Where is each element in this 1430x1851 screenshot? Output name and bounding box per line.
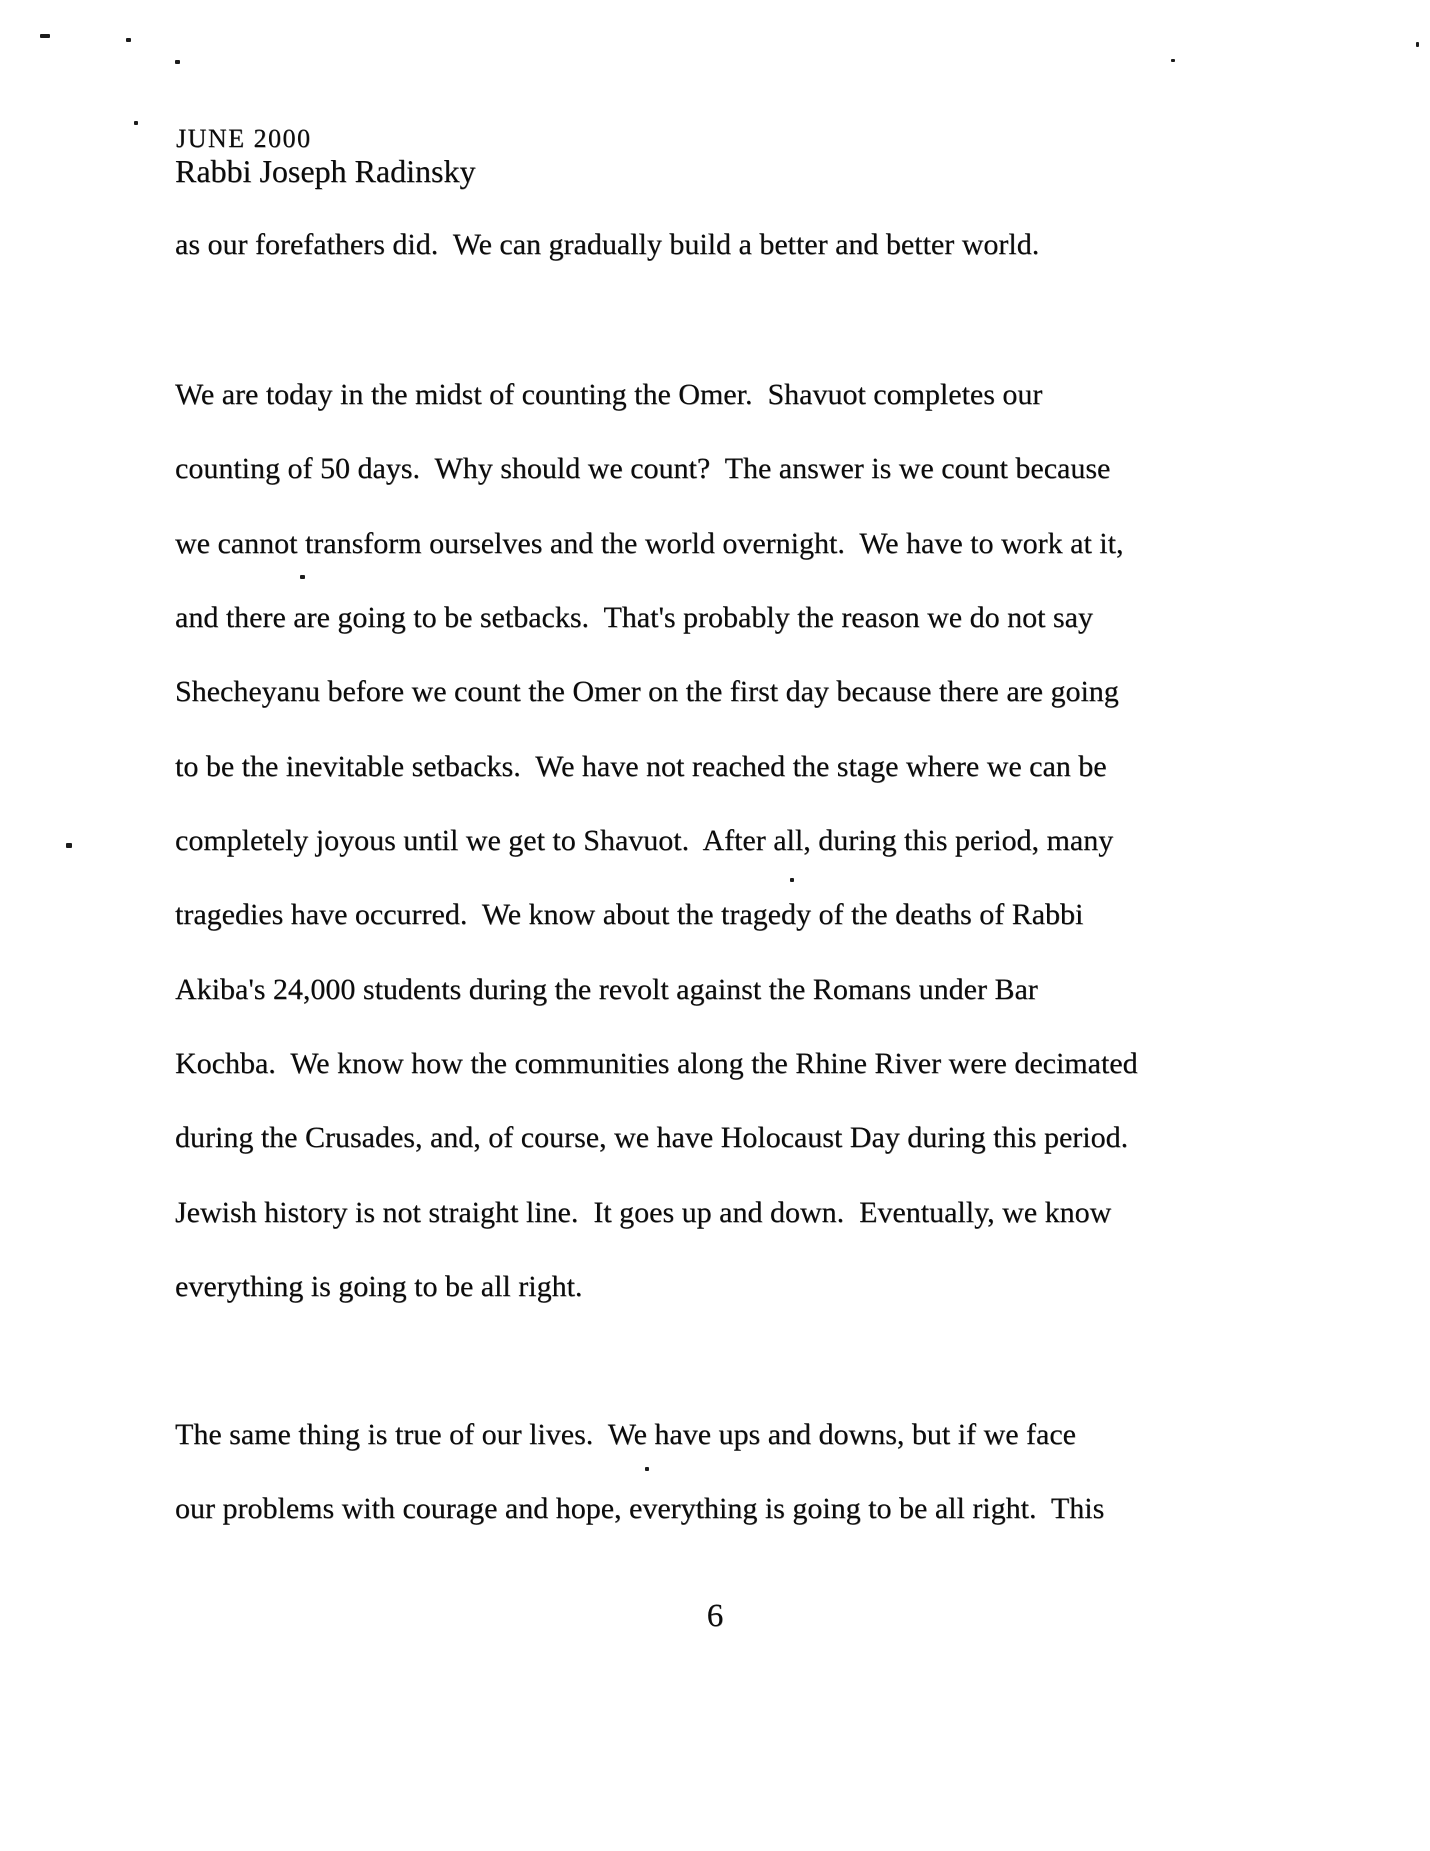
page-number: 6 bbox=[706, 1598, 724, 1634]
text-line: during the Crusades, and, of course, we have Holocaust Day during this period. bbox=[175, 1121, 1129, 1155]
text-line: to be the inevitable setbacks. We have not reached the stage where we can be bbox=[175, 749, 1107, 783]
paragraph-counting-the-omer bbox=[175, 377, 1138, 1343]
scan-speck bbox=[134, 121, 138, 125]
text-line: counting of 50 days. Why should we count? The answer is we count because bbox=[175, 452, 1111, 486]
text-line: Kochba. We know how the communities along the Rhine River were decimated bbox=[175, 1046, 1138, 1080]
text-line: Jewish history is not straight line. It goes up and down. Eventually, we know bbox=[175, 1195, 1112, 1229]
text-line: our problems with courage and hope, everything is going to be all right. This bbox=[175, 1492, 1105, 1526]
text-line: we cannot transform ourselves and the world overnight. We have to work at it, bbox=[175, 526, 1124, 560]
scan-speck bbox=[1171, 59, 1175, 62]
intro-paragraph-fragment bbox=[175, 227, 1039, 301]
header-author-line: Rabbi Joseph Radinsky bbox=[175, 153, 476, 189]
text-line: We are today in the midst of counting the Omer. Shavuot completes our bbox=[175, 378, 1043, 411]
header-date-line: JUNE 2000 bbox=[176, 124, 312, 153]
text-line: tragedies have occurred. We know about the tragedy of the deaths of Rabbi bbox=[175, 898, 1084, 932]
text-line: Akiba's 24,000 students during the revolt against the Romans under Bar bbox=[175, 972, 1038, 1006]
scan-speck bbox=[175, 60, 180, 64]
scan-speck bbox=[66, 843, 72, 848]
scan-speck bbox=[126, 38, 131, 42]
text-line: The same thing is true of our lives. We have ups and downs, but if we face bbox=[175, 1418, 1076, 1451]
scan-speck bbox=[1416, 42, 1419, 47]
text-line: and there are going to be setbacks. That's probably the reason we do not say bbox=[175, 600, 1093, 634]
paragraph-same-thing-in-our-lives bbox=[175, 1417, 1104, 1566]
text-line: Shecheyanu before we count the Omer on the first day because there are going bbox=[175, 675, 1119, 709]
text-line: completely joyous until we get to Shavuot. After all, during this period, many bbox=[175, 823, 1114, 857]
scan-speck bbox=[40, 34, 50, 38]
text-line: everything is going to be all right. bbox=[175, 1269, 583, 1303]
text-line: as our forefathers did. We can gradually build a better and better world. bbox=[175, 228, 1040, 261]
